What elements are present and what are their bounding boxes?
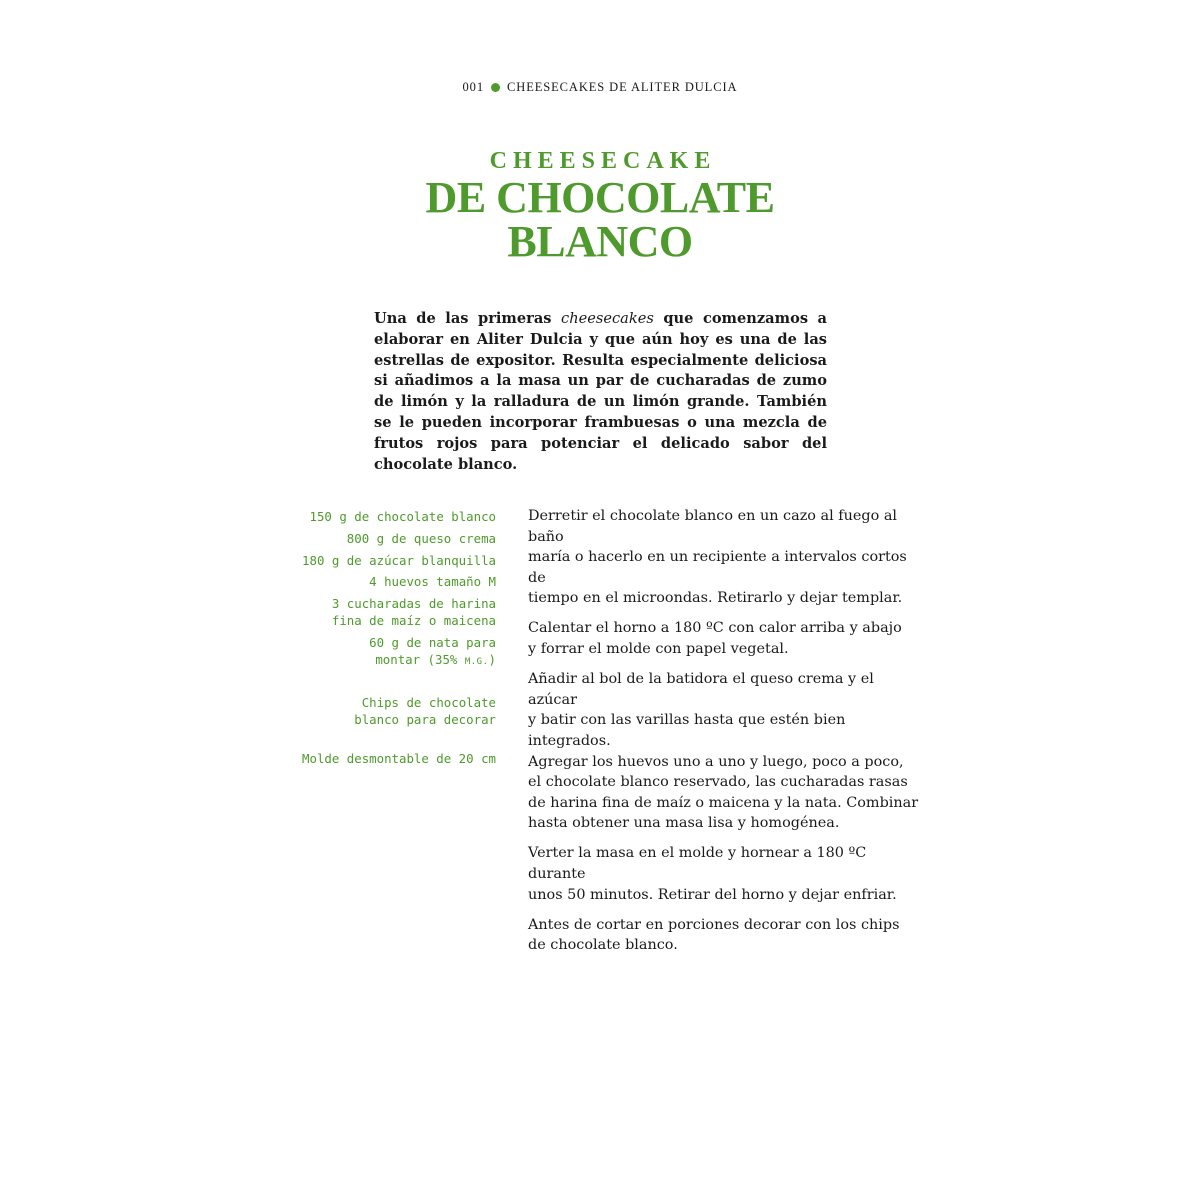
title-kicker: CHEESECAKE (489, 148, 717, 174)
recipe-title (0, 146, 1200, 264)
section-title: CHEESECAKES DE ALITER DULCIA (507, 80, 738, 94)
intro-paragraph (374, 309, 827, 475)
step-paragraph: Calentar el horno a 180 ºC con calor arriba y abajo y forrar el molde con papel vegetal. (528, 620, 902, 658)
intro-text-rest: que comenzamos a elaborar en Aliter Dulcia y que aún hoy es una de las estrellas de expositor. Resulta especialmente deliciosa si añadimos a la masa un par de cucharadas de zumo de limón y la ralladura de un limón grande. También se le pueden incorporar frambuesas o una mezcla de frutos rojos para potenciar el delicado sabor del chocolate blanco. (374, 310, 827, 473)
ingredient-cream-line1: 60 g de nata para (369, 635, 496, 651)
intro-italic-word: cheesecakes (561, 310, 654, 327)
ingredient-item: 4 huevos tamaño M (369, 574, 496, 590)
ingredients-list (280, 508, 496, 772)
green-dot-icon (491, 83, 500, 92)
ingredient-cream-suffix: ) (488, 652, 496, 668)
ingredient-cream-prefix: montar (35% (375, 652, 465, 668)
step-paragraph: Añadir al bol de la batidora el queso crema y el azúcar y batir con las varillas hasta que estén bien integrados. Agregar los huevos uno a uno y luego, poco a poco, el chocolate blanco reservado, las cucharadas rasas de harina fina de maíz o maicena y la nata. Combinar hasta obtener una masa lisa y homogénea. (528, 671, 919, 832)
title-line-2: BLANCO (507, 217, 693, 266)
method-steps (528, 506, 920, 965)
ingredient-item: 800 g de queso crema (346, 530, 496, 546)
ingredient-item: 180 g de azúcar blanquilla (302, 552, 496, 568)
ingredient-cream-abbrev: M.G. (464, 657, 489, 668)
running-header (0, 79, 1200, 95)
step-paragraph: Derretir el chocolate blanco en un cazo al fuego al baño maría o hacerlo en un recipiente a intervalos cortos de tiempo en el microondas. Retirarlo y dejar templar. (528, 508, 907, 607)
decoration-item: Chips de chocolate blanco para decorar (354, 694, 496, 727)
title-line-1: DE CHOCOLATE (425, 173, 775, 222)
ingredient-cream (280, 634, 496, 671)
mold-item: Molde desmontable de 20 cm (302, 751, 496, 766)
ingredient-item: 150 g de chocolate blanco (309, 509, 496, 524)
step-paragraph: Verter la masa en el molde y hornear a 180 ºC durante unos 50 minutos. Retirar del horno y dejar enfriar. (528, 845, 897, 903)
page-number: 001 (462, 80, 484, 94)
ingredient-item: 3 cucharadas de harina fina de maíz o maicena (331, 596, 496, 629)
intro-text-start: Una de las primeras (374, 310, 562, 327)
step-paragraph: Antes de cortar en porciones decorar con los chips de chocolate blanco. (528, 916, 900, 954)
